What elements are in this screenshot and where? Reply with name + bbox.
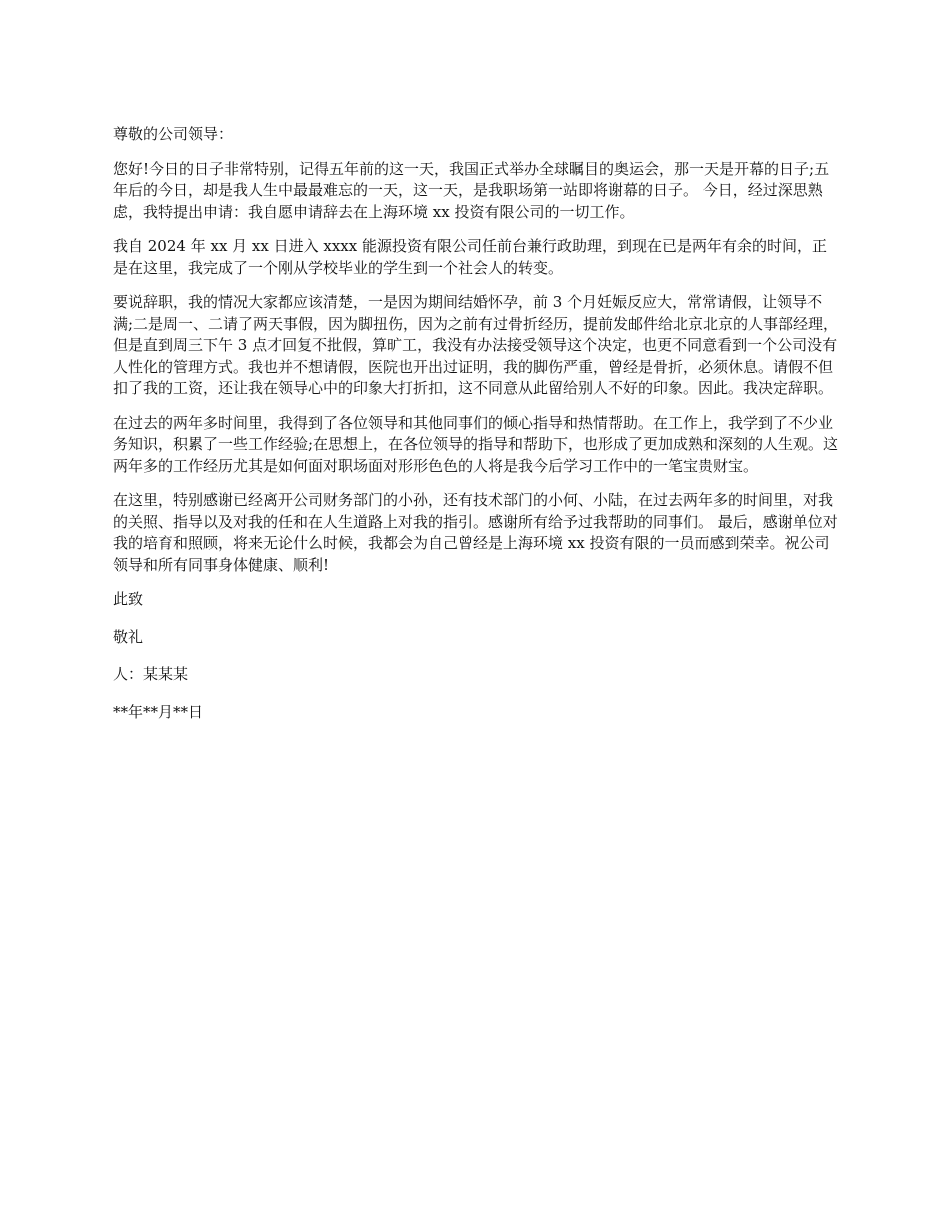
closing-salute: 敬礼 (113, 627, 144, 646)
paragraph-gratitude: 在过去的两年多时间里，我得到了各位领导和其他同事们的倾心指导和热情帮助。在工作上，我学到了不少业务知识，积累了一些工作经验;在思想上，在各位领导的指导和帮助下，也形成了更加成熟和深刻的人生观。这两年多的工作经历尤其是如何面对职场面对形形色色的人将是我今后学习工作中的一笔宝贵财宝。 (113, 413, 839, 475)
paragraph-greeting: 您好!今日的日子非常特别，记得五年前的这一天，我国正式举办全球瞩目的奥运会，那一天是开幕的日子;五年后的今日，却是我人生中最最难忘的一天，这一天，是我职场第一站即将谢幕的日子。 今日，经过深思熟虑，我特提出申请：我自愿申请辞去在上海环境 xx 投资有限公司的一切工作。 (113, 159, 830, 221)
salutation: 尊敬的公司领导： (113, 125, 234, 143)
signature: 人：某某某 (113, 665, 189, 683)
paragraph-reason: 要说辞职，我的情况大家都应该清楚，一是因为期间结婚怀孕，前 3 个月妊娠反应大，常常请假，让领导不满;二是周一、二请了两天事假，因为脚扭伤，因为之前有过骨折经历，提前发邮件给北京北京的人事部经理，但是直到周三下午 3 点才回复不批假，算旷工，我没有办法接受领导这个决定，也更不同意看到一个公司没有人性化的管理方式。我也并不想请假，医院也开出过证明，我的脚伤严重，曾经是骨折，必须休息。请假不但扣了我的工资，还让我在领导心中的印象大打折扣，这不同意从此留给别人不好的印象。因此。我决定辞职。 (113, 293, 839, 397)
paragraph-thanks: 在这里，特别感谢已经离开公司财务部门的小孙，还有技术部门的小何、小陆，在过去两年多的时间里，对我的关照、指导以及对我的任和在人生道路上对我的指引。感谢所有给予过我帮助的同事们。 最后，感谢单位对我的培育和照顾，将来无论什么时候，我都会为自己曾经是上海环境 xx 投资有限的一员而感到荣幸。祝公司领导和所有同事身体健康、顺利! (113, 491, 838, 574)
paragraph-employment: 我自 2024 年 xx 月 xx 日进入 xxxx 能源投资有限公司任前台兼行政助理，到现在已是两年有余的时间，正是在这里，我完成了一个刚从学校毕业的学生到一个社会人的转变。 (113, 237, 827, 277)
date: **年**月**日 (113, 702, 204, 721)
closing-regards: 此致 (113, 590, 144, 608)
